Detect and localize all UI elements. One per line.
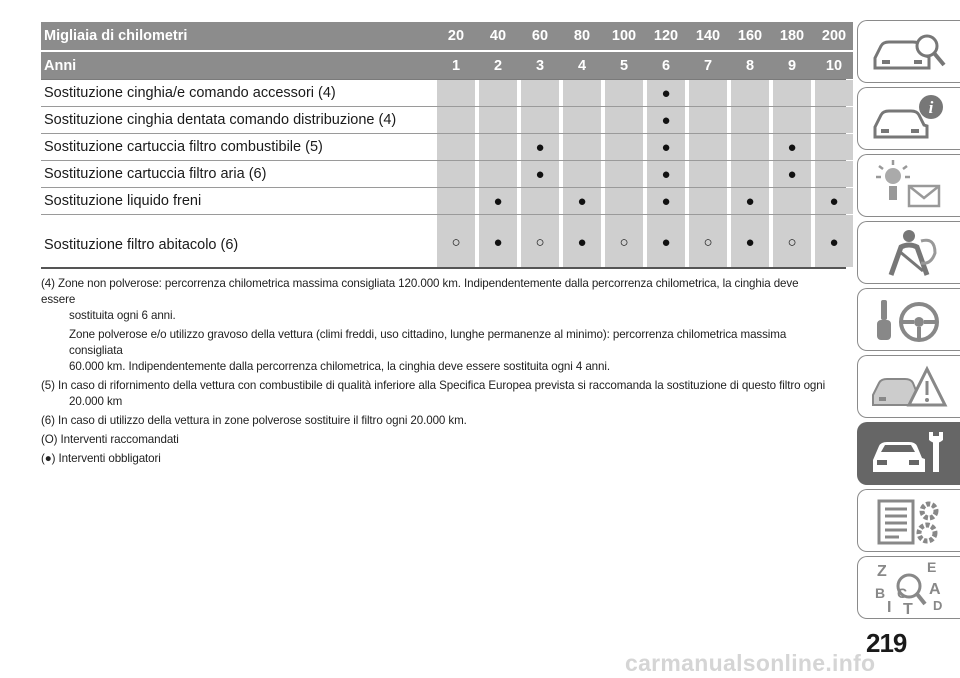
schedule-cell: [521, 107, 559, 133]
index-letter: D: [933, 597, 943, 613]
schedule-cell: [689, 188, 727, 214]
mandatory-mark: ●: [493, 192, 503, 210]
header-km-cell-0: 20: [437, 22, 475, 50]
chapter-tabs: [857, 20, 960, 623]
tab-technical-specifications[interactable]: [857, 489, 960, 552]
tab-car-info[interactable]: [857, 87, 960, 150]
index-letter: A: [929, 580, 941, 598]
header-year-cell-9: 10: [815, 52, 853, 79]
schedule-cell: [731, 188, 769, 214]
schedule-cell: [605, 80, 643, 106]
recommended-mark: ○: [703, 234, 713, 251]
schedule-cell: [815, 80, 853, 106]
schedule-cell: [647, 134, 685, 160]
table-row: [41, 161, 846, 188]
header-year-cell-4: 5: [605, 52, 643, 79]
note-4: (4) Zone non polverose: percorrenza chilometrica massima consigliata 120.000 km. Indipendentemente dalla percorrenza chilometrica, la cinghia deve essere sostituita ogni 6 anni.: [41, 277, 799, 322]
mandatory-mark: ●: [535, 165, 545, 183]
schedule-cell: [479, 107, 517, 133]
schedule-cell: [479, 161, 517, 187]
schedule-cell: [563, 161, 601, 187]
footnotes: [41, 276, 831, 470]
header-row-years: [41, 52, 846, 80]
note-6: (6) In caso di utilizzo della vettura in zone polverose sostituire il filtro ogni 20.000 km.: [41, 414, 467, 427]
header-year-cell-5: 6: [647, 52, 685, 79]
seatbelt-airbag-icon: [869, 225, 949, 281]
car-wrench-icon: [869, 426, 949, 482]
spec-list-gear-icon: [869, 493, 949, 549]
header-year-cell-6: 7: [689, 52, 727, 79]
schedule-cell: [437, 188, 475, 214]
tab-servicing-maintenance[interactable]: [857, 422, 960, 485]
tab-safety[interactable]: [857, 221, 960, 284]
schedule-cell: [815, 161, 853, 187]
mandatory-mark: ●: [577, 192, 587, 210]
schedule-cell: [689, 134, 727, 160]
schedule-cell: [605, 107, 643, 133]
schedule-cell: [437, 107, 475, 133]
schedule-cell: [773, 215, 811, 267]
operation-label: Sostituzione cinghia dentata comando distribuzione (4): [44, 112, 397, 128]
header-km-cell-2: 60: [521, 22, 559, 50]
schedule-cell: [773, 107, 811, 133]
mandatory-mark: ●: [535, 138, 545, 156]
mandatory-mark: ●: [661, 111, 671, 129]
page-number: 219: [866, 628, 907, 658]
index-letter: E: [927, 559, 937, 575]
schedule-cell: [479, 188, 517, 214]
warning-light-message-icon: [869, 158, 949, 214]
watermark: carmanualsonline.info: [625, 650, 876, 676]
mandatory-mark: ●: [493, 234, 503, 251]
header-years-label: Anni: [44, 57, 77, 74]
tab-warning-lights[interactable]: [857, 154, 960, 217]
header-year-cell-2: 3: [521, 52, 559, 79]
index-letter: B: [875, 584, 886, 601]
header-year-cell-3: 4: [563, 52, 601, 79]
mandatory-mark: ●: [829, 192, 839, 210]
schedule-cell: [437, 134, 475, 160]
mandatory-mark: ●: [829, 234, 839, 251]
schedule-cell: [437, 215, 475, 267]
schedule-cell: [815, 215, 853, 267]
schedule-cell: [689, 161, 727, 187]
tab-emergency[interactable]: [857, 355, 960, 418]
mandatory-mark: ●: [661, 84, 671, 102]
header-km-cell-9: 200: [815, 22, 853, 50]
tab-index[interactable]: [857, 556, 960, 619]
schedule-cell: [563, 215, 601, 267]
header-km-cell-1: 40: [479, 22, 517, 50]
schedule-cell: [479, 134, 517, 160]
schedule-cell: [437, 80, 475, 106]
car-warning-triangle-icon: [869, 359, 949, 415]
operation-label: Sostituzione cartuccia filtro aria (6): [44, 166, 267, 182]
schedule-cell: [815, 107, 853, 133]
schedule-cell: [479, 80, 517, 106]
key-steering-wheel-icon: [869, 292, 949, 348]
schedule-cell: [773, 80, 811, 106]
schedule-cell: [605, 161, 643, 187]
schedule-cell: [731, 107, 769, 133]
schedule-cell: [773, 134, 811, 160]
schedule-cell: [731, 215, 769, 267]
schedule-cell: [479, 215, 517, 267]
schedule-cell: [647, 188, 685, 214]
mandatory-mark: ●: [745, 192, 755, 210]
mandatory-mark: ●: [787, 138, 797, 156]
mandatory-mark: ●: [577, 234, 587, 251]
index-letter: C: [897, 584, 908, 601]
schedule-cell: [521, 80, 559, 106]
note-4-dusty: Zone polverose e/o utilizzo gravoso della vettura (climi freddi, uso cittadino, lunghe permanenze al minimo): percorrenza chilometrica massima consigliata 60.000 km. Indipendentemente dalla percorrenza chilometrica, la cinghia deve essere sostituita ogni 4 anni.: [69, 328, 787, 373]
table-row: [41, 80, 846, 107]
recommended-mark: ○: [535, 234, 545, 251]
schedule-cell: [605, 134, 643, 160]
schedule-cell: [563, 134, 601, 160]
schedule-cell: [563, 80, 601, 106]
tab-starting-driving[interactable]: [857, 288, 960, 351]
schedule-cell: [521, 134, 559, 160]
schedule-cell: [731, 134, 769, 160]
table-row: [41, 215, 846, 269]
schedule-cell: [731, 161, 769, 187]
header-km-cell-5: 120: [647, 22, 685, 50]
schedule-cell: [605, 215, 643, 267]
alphabetical-index-icon: [869, 560, 949, 616]
operation-label: Sostituzione cinghia/e comando accessori (4): [44, 85, 336, 101]
schedule-cell: [647, 215, 685, 267]
mandatory-mark: ●: [661, 138, 671, 156]
header-year-cell-1: 2: [479, 52, 517, 79]
mandatory-mark: ●: [661, 192, 671, 210]
schedule-cell: [815, 134, 853, 160]
header-km-cell-8: 180: [773, 22, 811, 50]
schedule-cell: [563, 188, 601, 214]
schedule-cell: [647, 107, 685, 133]
mandatory-mark: ●: [661, 165, 671, 183]
operation-label: Sostituzione cartuccia filtro combustibile (5): [44, 139, 323, 155]
tab-getting-to-know-car[interactable]: [857, 20, 960, 83]
svg-text:i: i: [928, 97, 934, 117]
header-year-cell-7: 8: [731, 52, 769, 79]
schedule-cell: [731, 80, 769, 106]
recommended-mark: ○: [451, 234, 461, 251]
maintenance-table: [41, 22, 846, 269]
schedule-cell: [689, 80, 727, 106]
operation-label: Sostituzione liquido freni: [44, 193, 202, 209]
table-row: [41, 134, 846, 161]
index-letter: T: [903, 600, 913, 616]
table-row: [41, 107, 846, 134]
table-row: [41, 188, 846, 215]
header-km-cell-6: 140: [689, 22, 727, 50]
schedule-cell: [647, 80, 685, 106]
schedule-cell: [773, 188, 811, 214]
car-info-icon: [869, 91, 949, 147]
header-km-cell-3: 80: [563, 22, 601, 50]
schedule-cell: [521, 215, 559, 267]
mandatory-mark: ●: [661, 234, 671, 251]
mandatory-mark: ●: [745, 234, 755, 251]
operation-label: Sostituzione filtro abitacolo (6): [44, 237, 239, 253]
schedule-cell: [773, 161, 811, 187]
mandatory-mark: ●: [787, 165, 797, 183]
schedule-cell: [815, 188, 853, 214]
index-letter: I: [887, 598, 892, 616]
legend-recommended: (O) Interventi raccomandati: [41, 433, 179, 446]
schedule-cell: [647, 161, 685, 187]
schedule-cell: [605, 188, 643, 214]
schedule-cell: [521, 188, 559, 214]
recommended-mark: ○: [619, 234, 629, 251]
schedule-cell: [437, 161, 475, 187]
header-km-cell-7: 160: [731, 22, 769, 50]
note-5: (5) In caso di rifornimento della vettura con combustibile di qualità inferiore alla Specifica Europea prevista si raccomanda la sostituzione di questo filtro ogni 20.000 km: [41, 379, 826, 408]
recommended-mark: ○: [787, 234, 797, 251]
schedule-cell: [689, 215, 727, 267]
header-km-cell-4: 100: [605, 22, 643, 50]
index-letter: Z: [877, 562, 887, 580]
header-year-cell-0: 1: [437, 52, 475, 79]
schedule-cell: [563, 107, 601, 133]
schedule-cell: [521, 161, 559, 187]
header-row-km: [41, 22, 846, 50]
car-search-icon: [869, 24, 949, 80]
legend-mandatory: (●) Interventi obbligatori: [41, 452, 161, 465]
header-km-label: Migliaia di chilometri: [44, 28, 188, 44]
header-year-cell-8: 9: [773, 52, 811, 79]
schedule-cell: [689, 107, 727, 133]
